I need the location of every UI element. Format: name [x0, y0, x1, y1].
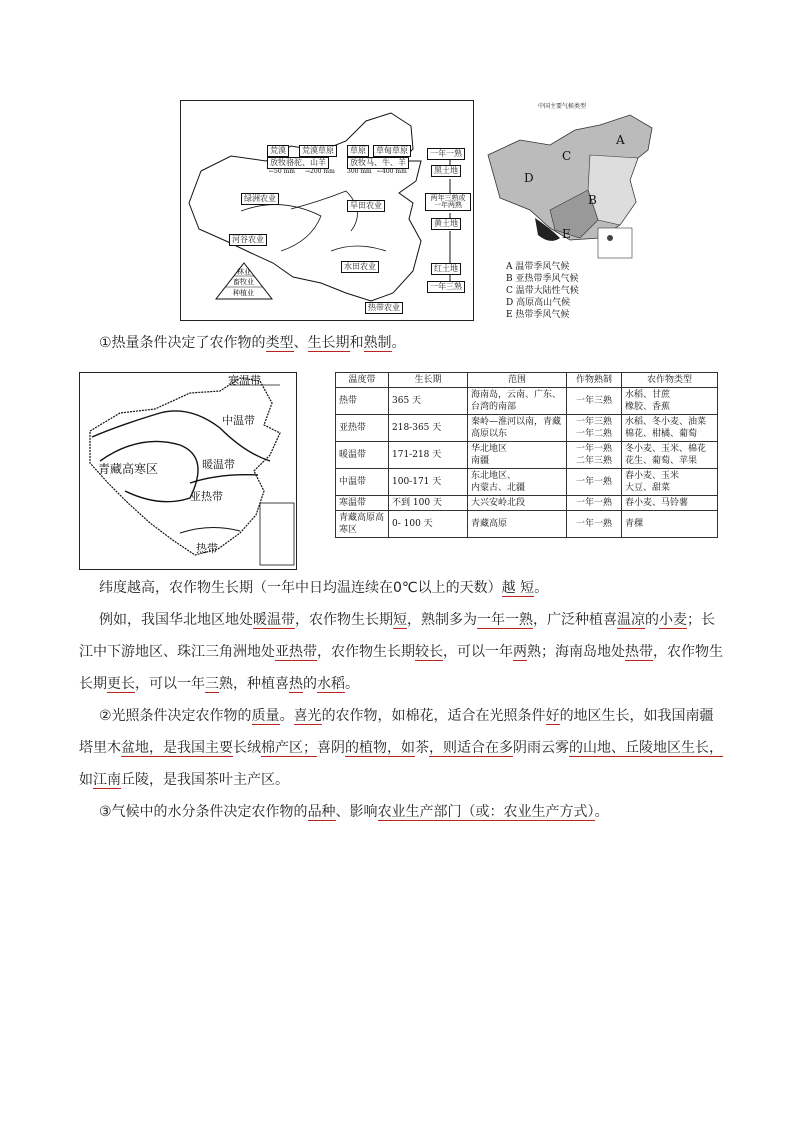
table-cell: 海南岛，云南、广东、台湾的南部 — [468, 388, 567, 415]
table-header: 范围 — [468, 373, 567, 388]
paragraph-water — [99, 797, 609, 827]
text: ，熟制多为 — [407, 612, 477, 628]
table-cell: 热带 — [336, 388, 389, 415]
climate-label-c: C — [562, 149, 572, 163]
climate-label-b: B — [588, 193, 597, 207]
paragraph-example-line3 — [79, 669, 359, 699]
table-cell: 171-218 天 — [389, 442, 468, 469]
table-row — [336, 442, 718, 469]
underlined-term: 类型 — [265, 335, 294, 351]
text: 的 — [645, 612, 659, 628]
table-header: 农作物类型 — [622, 373, 718, 388]
table-header: 作物熟制 — [567, 373, 622, 388]
text: ③气候中的水分条件决定农作物的 — [99, 804, 308, 820]
underlined-term: 亚热带 — [275, 644, 317, 660]
climate-legend-e: E 热带季风气候 — [506, 310, 570, 320]
underlined-term: 好 — [545, 708, 560, 724]
paragraph-light-line3 — [79, 765, 289, 795]
flow-three-crop: 一年三熟 — [427, 281, 465, 293]
text: 丘陵，是我国茶叶主产区。 — [121, 772, 289, 788]
underlined-term: 农业生产部门（或：农业生产方式） — [377, 804, 595, 820]
climate-legend-b: B 亚热带季风气候 — [506, 274, 579, 284]
text: ，广泛种植喜 — [533, 612, 617, 628]
text: 熟，种植喜 — [219, 676, 289, 692]
isohyet-200: →200 mm — [305, 168, 335, 175]
climate-map-title: 中国主要气候类型 — [538, 103, 587, 110]
paragraph-light-line1 — [99, 701, 714, 731]
table-cell: 一年一熟 二年三熟 — [567, 442, 622, 469]
paragraph-example-line2 — [79, 637, 723, 667]
text: ，农作物生长期 — [295, 612, 393, 628]
zone-label-warm-temperate: 暖温带 — [202, 458, 235, 471]
table-cell: 0- 100 天 — [389, 511, 468, 538]
isohyet-50: ←50 mm — [269, 168, 295, 175]
table-cell: 冬小麦、玉米、棉花 花生、葡萄、苹果 — [622, 442, 718, 469]
underlined-term: 盆地，是我国主要 — [121, 740, 233, 756]
underlined-term: 热带 — [625, 644, 653, 660]
underlined-term: 喜光 — [293, 708, 322, 724]
text: ②光照条件决定农作物的 — [99, 708, 252, 724]
text: ；长 — [687, 612, 715, 628]
table-cell: 一年三熟 一年二熟 — [567, 415, 622, 442]
text: 、影响 — [335, 804, 378, 820]
climate-label-e: E — [562, 227, 571, 241]
table-cell: 水稻、甘蔗 橡胶、香蕉 — [622, 388, 718, 415]
agriculture-map — [180, 100, 474, 321]
paragraph-light-line2 — [79, 733, 723, 763]
table-header: 生长期 — [389, 373, 468, 388]
text: 的地区生长，如我国南疆 — [559, 708, 714, 724]
text: 江中下游地区、珠江三角洲地处 — [79, 644, 275, 660]
table-cell: 秦岭—淮河以南，青藏高原以东 — [468, 415, 567, 442]
zone-steppe: 草原 — [347, 145, 369, 157]
flow-loess: 黄土地 — [431, 218, 461, 230]
climate-label-a: A — [616, 133, 625, 147]
paragraph-example-line1 — [99, 605, 715, 635]
underlined-term: 质量 — [251, 708, 280, 724]
text: ，可以一年 — [135, 676, 205, 692]
table-cell: 一年一熟 — [567, 496, 622, 511]
herding-horse: 放牧马、牛、羊 — [347, 157, 409, 169]
table-row — [336, 415, 718, 442]
herding-camel: 放牧骆驼、山羊 — [267, 157, 329, 169]
text: 喜阴 — [317, 740, 345, 756]
table-cell: 大兴安岭北段 — [468, 496, 567, 511]
zone-label-plateau: 青藏高寒区 — [98, 462, 159, 476]
table-cell: 水稻、冬小麦、油菜 棉花、柑橘、葡萄 — [622, 415, 718, 442]
underlined-term: 短 — [393, 612, 407, 628]
climate-legend-c: C 温带大陆性气候 — [506, 286, 579, 296]
underlined-term: 棉产区； — [261, 740, 317, 756]
zone-label-subtropical: 亚热带 — [190, 490, 223, 503]
zone-label-middle-temperate: 中温带 — [222, 414, 255, 427]
text: ①热量条件决定了农作物的 — [99, 335, 266, 351]
underlined-term: 较长 — [415, 644, 443, 660]
pyramid-forestry: 林业 — [237, 268, 251, 276]
flow-arrows — [440, 159, 460, 309]
table-cell: 青藏高原高寒区 — [336, 511, 389, 538]
table-cell: 暖温带 — [336, 442, 389, 469]
table-cell: 青稞 — [622, 511, 718, 538]
underlined-term: 水稻 — [317, 676, 345, 692]
table-row — [336, 388, 718, 415]
text: 塔里木 — [79, 740, 121, 756]
underlined-term: 品种 — [307, 804, 336, 820]
underlined-term: 三 — [205, 676, 219, 692]
table-cell: 不到 100 天 — [389, 496, 468, 511]
table-cell: 亚热带 — [336, 415, 389, 442]
text: 阴雨云雾 — [513, 740, 569, 756]
isohyet-400: ←400 mm — [377, 168, 407, 175]
flow-two-crop: 两年三熟或一年两熟 — [425, 193, 471, 211]
table-header: 温度带 — [336, 373, 389, 388]
underlined-term: 小麦 — [659, 612, 687, 628]
table-cell: 100-171 天 — [389, 469, 468, 496]
paragraph-latitude — [99, 573, 548, 603]
temperature-zone-table — [335, 372, 718, 538]
climate-legend-d: D 高原高山气候 — [506, 298, 571, 308]
table-cell: 华北地区 南疆 — [468, 442, 567, 469]
table-cell: 一年一熟 — [567, 469, 622, 496]
text: ，农作物生 — [653, 644, 723, 660]
underlined-term: 生长期 — [307, 335, 350, 351]
table-cell: 中温带 — [336, 469, 389, 496]
underlined-term: 更长 — [107, 676, 135, 692]
underlined-term: 暖温带 — [253, 612, 295, 628]
flow-one-crop: 一年一熟 — [427, 148, 465, 160]
text: 。 — [594, 804, 609, 820]
text: ，可以一年 — [443, 644, 513, 660]
isohyet-300: 300 mm — [347, 168, 372, 175]
table-row — [336, 469, 718, 496]
climate-legend-a: A 温带季风气候 — [506, 262, 570, 272]
text: 的农作物，如棉花，适合在光照条件 — [321, 708, 546, 724]
text: 。 — [391, 335, 406, 351]
underlined-term: 越 短 — [501, 580, 535, 596]
table-row — [336, 496, 718, 511]
text: 。 — [345, 676, 359, 692]
zone-label-tropical: 热带 — [196, 542, 218, 555]
text: 。 — [534, 580, 549, 596]
underlined-term: 的植物，如 — [345, 740, 415, 756]
table-cell: 365 天 — [389, 388, 468, 415]
text: 和 — [349, 335, 364, 351]
region-valley: 河谷农业 — [229, 234, 267, 246]
table-cell: 一年三熟 — [567, 388, 622, 415]
table-cell: 218-365 天 — [389, 415, 468, 442]
table-cell: 春小麦、马铃薯 — [622, 496, 718, 511]
text: 长绒 — [233, 740, 261, 756]
flow-red-soil: 红土地 — [431, 263, 461, 275]
zone-meadow-steppe: 草甸草原 — [373, 145, 411, 157]
temperature-zone-map — [79, 372, 297, 570]
table-cell: 东北地区、 内蒙古、北疆 — [468, 469, 567, 496]
underlined-term: ，则适合在多 — [429, 740, 513, 756]
text: 如 — [79, 772, 93, 788]
underlined-term: 两 — [513, 644, 527, 660]
underlined-term: 一年一熟 — [477, 612, 533, 628]
underlined-term: 热 — [289, 676, 303, 692]
table-header-row — [336, 373, 718, 388]
region-tropical: 热带农业 — [365, 302, 403, 314]
climate-label-d: D — [524, 171, 534, 185]
pyramid-crop: 种植业 — [233, 289, 254, 297]
region-oasis: 绿洲农业 — [241, 193, 279, 205]
text: 、 — [293, 335, 308, 351]
zone-desert: 荒漠 — [267, 145, 289, 157]
underlined-term: 温凉 — [617, 612, 645, 628]
text: 长期 — [79, 676, 107, 692]
paragraph-heat — [99, 328, 406, 358]
text: 的 — [303, 676, 317, 692]
pyramid-livestock: 畜牧业 — [233, 278, 254, 286]
text: 熟；海南岛地处 — [527, 644, 625, 660]
table-cell: 寒温带 — [336, 496, 389, 511]
table-cell: 春小麦、玉米 大豆、甜菜 — [622, 469, 718, 496]
text: 纬度越高，农作物生长期（一年中日均温连续在0℃以上的天数） — [99, 580, 502, 596]
table-cell: 一年一熟 — [567, 511, 622, 538]
table-row — [336, 511, 718, 538]
region-dryland: 旱田农业 — [347, 200, 385, 212]
region-paddy: 水田农业 — [341, 261, 379, 273]
underlined-term: 熟制 — [363, 335, 392, 351]
text: 例如，我国华北地区地处 — [99, 612, 253, 628]
zone-desert-steppe: 荒漠草原 — [299, 145, 337, 157]
underlined-term: 的山地、丘陵地区生长， — [569, 740, 723, 756]
flow-black-soil: 黑土地 — [431, 165, 461, 177]
climate-map — [480, 100, 660, 320]
text: 茶 — [415, 740, 429, 756]
text: ，农作物生长期 — [317, 644, 415, 660]
zone-label-cold-temperate: 寒温带 — [228, 374, 261, 387]
underlined-term: 江南 — [93, 772, 121, 788]
text: 。 — [279, 708, 294, 724]
table-cell: 青藏高原 — [468, 511, 567, 538]
